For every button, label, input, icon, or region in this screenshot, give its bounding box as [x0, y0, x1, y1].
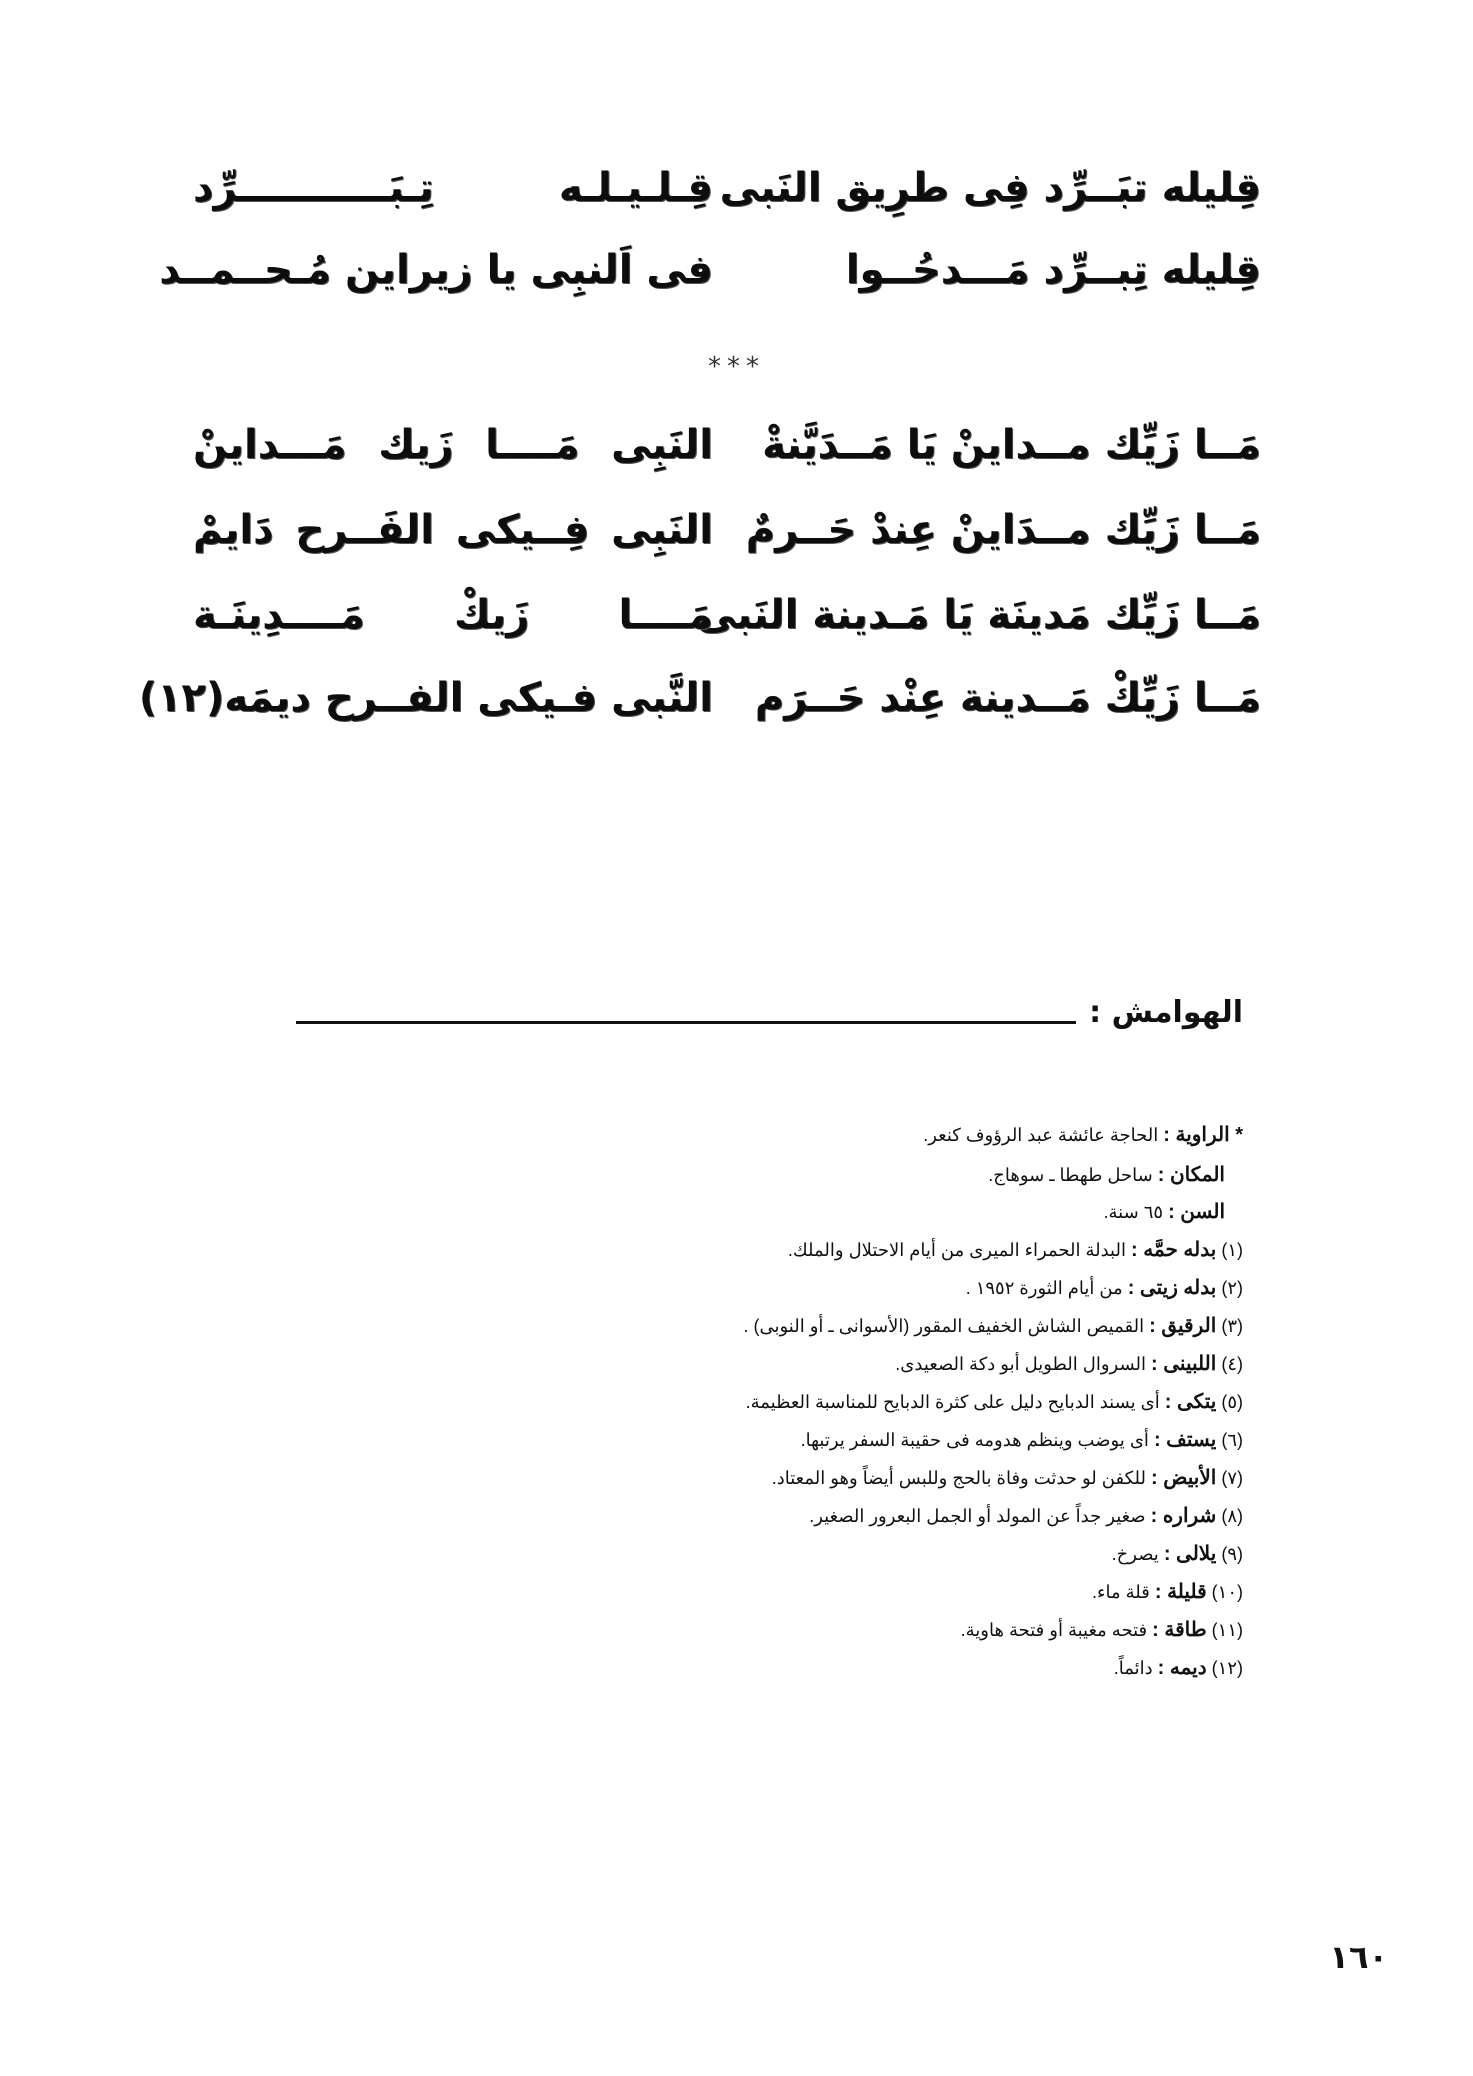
- footnote-text: دائماً.: [1113, 1658, 1153, 1678]
- footnote-text: للكفن لو حدثت وفاة بالحج وللبس أيضاً وهو المعتاد.: [771, 1468, 1146, 1488]
- footnotes-divider: [296, 1021, 1076, 1024]
- footnote-item: [744, 1311, 1244, 1341]
- verse-first-hemistich: قِليله تبَــرِّد فِى طرِيق النَبى: [719, 165, 1261, 211]
- footnote-term: الأبيض :: [1151, 1467, 1217, 1489]
- verse-second-hemistich: مَــــا زَيكْ مَــــدِينَـة: [193, 592, 713, 638]
- footnote-item: [1092, 1577, 1243, 1607]
- footnote-item: [788, 1235, 1243, 1265]
- footnote-text: أى يسند الدبايح دليل على كثرة الدبايح للمناسبة العظيمة.: [745, 1392, 1160, 1412]
- age-value: ٦٥ سنة.: [1103, 1202, 1164, 1222]
- footnote-item: [1112, 1539, 1243, 1569]
- footnote-number: (١): [1221, 1240, 1243, 1260]
- footnote-number: (٨): [1221, 1506, 1243, 1526]
- verse-first-hemistich: مَــا زَيِّك مــدَاينْ عِندْ حَــرمٌ: [745, 507, 1261, 553]
- footnote-item: [809, 1501, 1243, 1531]
- verse-second-hemistich: النَبِى مَــــا زَيك مَـــداينْ: [193, 422, 713, 468]
- footnote-number: (١١): [1211, 1620, 1243, 1640]
- footnote-item: [801, 1425, 1243, 1455]
- footnote-number: (٩): [1221, 1544, 1243, 1564]
- footnote-item: [746, 1387, 1243, 1417]
- footnote-text: فتحه مغيبة أو فتحة هاوية.: [960, 1620, 1148, 1640]
- footnotes-heading: الهوامش :: [1089, 995, 1243, 1030]
- page-number: ١٦٠: [1329, 1938, 1388, 1976]
- age-label: السن :: [1168, 1201, 1225, 1223]
- footnote-term: طاقة :: [1152, 1619, 1207, 1641]
- footnote-item: [772, 1463, 1243, 1493]
- footnote-term: الرقيق :: [1149, 1315, 1217, 1337]
- footnote-text: السروال الطويل أبو دكة الصعيدى.: [895, 1354, 1147, 1374]
- verse-line: [0, 585, 1473, 645]
- footnote-term: بدله زيتى :: [1127, 1277, 1217, 1299]
- footnote-text: البدلة الحمراء الميرى من أيام الاحتلال والملك.: [787, 1240, 1126, 1260]
- footnote-number: (٥): [1221, 1392, 1243, 1412]
- footnote-number: (٢): [1221, 1278, 1243, 1298]
- verse-second-hemistich: قِـلـيـلـه تِـبَـــــــــــرِّد: [193, 165, 713, 211]
- place-value: ساحل طهطا ـ سوهاج.: [988, 1165, 1153, 1185]
- verse-line: [0, 500, 1473, 560]
- footnote-term: يتكى :: [1164, 1391, 1217, 1413]
- narrator-label: * الراوية :: [1163, 1124, 1243, 1146]
- footnote-term: قليلة :: [1154, 1581, 1207, 1603]
- footnote-number: (٦): [1221, 1430, 1243, 1450]
- footnote-number: (٧): [1221, 1468, 1243, 1488]
- footnote-term: بدله حمَّه :: [1131, 1239, 1217, 1261]
- footnote-item: [961, 1615, 1243, 1645]
- footnote-term: ديمه :: [1157, 1657, 1207, 1679]
- footnote-number: (١٠): [1211, 1582, 1243, 1602]
- footnote-item: [966, 1273, 1243, 1303]
- place-label: المكان :: [1157, 1164, 1225, 1186]
- stanza-separator: ***: [708, 352, 765, 382]
- footnote-number: (٤): [1221, 1354, 1243, 1374]
- footnote-text: قلة ماء.: [1092, 1582, 1150, 1602]
- footnote-number: (٣): [1221, 1316, 1243, 1336]
- verse-second-hemistich: فى اَلنبِى يا زيراين مُـحــمــد: [159, 247, 713, 293]
- narrator-value: الحاجة عائشة عبد الرؤوف كنعر.: [923, 1125, 1159, 1145]
- footnote-text: القميص الشاش الخفيف المقور (الأسوانى ـ أو النوبى) .: [743, 1316, 1145, 1336]
- verse-line: [0, 240, 1473, 300]
- verse-line: [0, 668, 1473, 728]
- footnote-term: شراره :: [1150, 1505, 1217, 1527]
- footnote-term: يستف :: [1153, 1429, 1217, 1451]
- footnote-term: يلالى :: [1163, 1543, 1217, 1565]
- narrator-line: [923, 1120, 1243, 1150]
- verse-line: [0, 415, 1473, 475]
- footnote-item: [895, 1349, 1243, 1379]
- footnote-term: اللبينى :: [1151, 1353, 1217, 1375]
- verse-line: [0, 158, 1473, 218]
- age-line: [1104, 1197, 1225, 1227]
- footnote-text: أى يوضب وينظم هدومه فى حقيبة السفر يرتبها.: [800, 1430, 1149, 1450]
- verse-second-hemistich: النَّبى فـيكى الفــرح ديمَه(١٢): [138, 675, 713, 721]
- footnote-text: يصرخ.: [1111, 1544, 1159, 1564]
- verse-first-hemistich: مَــا زَيِّك مــداينْ يَا مَــدَيَّنةْ: [762, 422, 1261, 468]
- footnote-text: صغير جداً عن المولد أو الجمل البعرور الصغير.: [809, 1506, 1146, 1526]
- footnote-number: (١٢): [1211, 1658, 1243, 1678]
- place-line: [988, 1160, 1225, 1190]
- verse-first-hemistich: مَــا زَيِّكْ مَــدينة عِنْد حَــرَم: [754, 675, 1261, 721]
- footnote-text: من أيام الثورة ١٩٥٢ .: [965, 1278, 1123, 1298]
- verse-first-hemistich: مَــا زَيِّك مَدينَة يَا مَـدينة النَبى: [696, 592, 1261, 638]
- verse-first-hemistich: قِليله تِبــرِّد مَـــدحُــوا: [845, 247, 1261, 293]
- verse-second-hemistich: النَبِى فِــيكى الفَــرح دَايمْ: [193, 507, 713, 553]
- footnote-item: [1114, 1653, 1243, 1683]
